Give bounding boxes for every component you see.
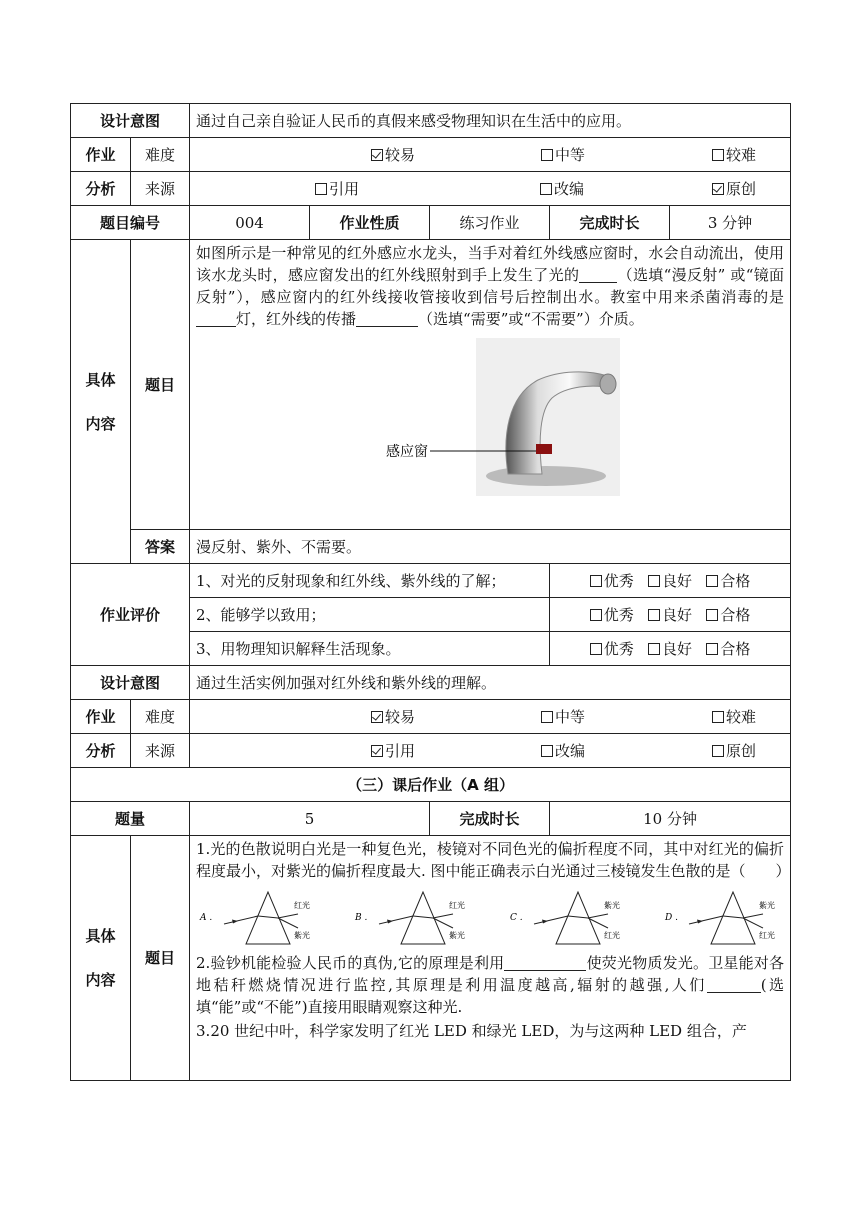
evaluation-label: 作业评价 <box>71 564 190 666</box>
question-cell <box>190 240 791 530</box>
rating-options-1 <box>550 564 791 598</box>
document-page <box>70 103 790 1081</box>
analysis-label-top: 作业 <box>71 138 131 172</box>
option-label: 中等 <box>555 707 586 726</box>
checkbox-checked-icon[interactable] <box>371 149 383 161</box>
prism-triangle <box>711 892 755 944</box>
option-hard[interactable] <box>585 706 756 728</box>
difficulty-options <box>190 700 791 734</box>
prism-triangle <box>556 892 600 944</box>
content-label-top: 具体 <box>85 927 116 945</box>
option-quote[interactable] <box>190 740 415 762</box>
question-label: 题目 <box>131 240 190 530</box>
lower-ray-label: 紫光 <box>294 931 311 940</box>
question-1-text: 1.光的色散说明白光是一种复色光，棱镜对不同色光的偏折程度不同，其中对红光的偏折程度最小，对紫光的偏折程度最大. 图中能正确表示白光通过三棱镜发生色散的是（ ） <box>196 840 791 880</box>
option-label: 引用 <box>385 741 416 760</box>
prism-option-b[interactable] <box>353 888 478 948</box>
incident-ray <box>689 916 723 924</box>
checkbox-empty-icon[interactable] <box>590 609 602 621</box>
q2-text-3: (选填“能”或“不能”)直接用眼睛观察这种光. <box>196 976 785 1016</box>
nature-value: 练习作业 <box>430 206 550 240</box>
answer-label: 答案 <box>131 530 190 564</box>
rating-good[interactable] <box>648 638 692 660</box>
question-text <box>190 240 790 332</box>
rating-good[interactable] <box>648 604 692 626</box>
rating-excellent[interactable] <box>590 570 634 592</box>
analysis-label-top: 作业 <box>71 700 131 734</box>
homework-title-row <box>71 768 791 802</box>
rating-label: 合格 <box>720 605 751 624</box>
source-options <box>190 734 791 768</box>
rating-pass[interactable] <box>706 570 750 592</box>
checkbox-empty-icon[interactable] <box>315 183 327 195</box>
rating-good[interactable] <box>648 570 692 592</box>
count-label: 题量 <box>71 802 190 836</box>
answer-row <box>71 530 791 564</box>
faucet-figure <box>360 336 620 498</box>
option-letter: B . <box>355 913 368 923</box>
option-label: 改编 <box>554 179 585 198</box>
prism-option-d[interactable] <box>663 888 788 948</box>
evaluation-item-1: 1、对光的反射现象和红外线、紫外线的了解； <box>190 564 550 598</box>
upper-ray <box>743 914 763 918</box>
difficulty-row-2 <box>71 700 791 734</box>
rating-excellent[interactable] <box>590 604 634 626</box>
checkbox-checked-icon[interactable] <box>712 183 724 195</box>
prism-option-a[interactable] <box>198 888 323 948</box>
option-original[interactable] <box>584 178 756 200</box>
incident-ray <box>379 916 413 924</box>
answer-blank[interactable] <box>579 267 617 283</box>
count-time-label: 完成时长 <box>430 802 550 836</box>
checkbox-empty-icon[interactable] <box>590 643 602 655</box>
analysis-label-bottom: 分析 <box>71 734 131 768</box>
content-label-top: 具体 <box>85 370 116 389</box>
option-quote[interactable] <box>190 178 359 200</box>
checkbox-empty-icon[interactable] <box>706 609 718 621</box>
rating-excellent[interactable] <box>590 638 634 660</box>
evaluation-item-3: 3、用物理知识解释生活现象。 <box>190 632 550 666</box>
rating-pass[interactable] <box>706 638 750 660</box>
rating-pass[interactable] <box>706 604 750 626</box>
source-row-2 <box>71 734 791 768</box>
question-row <box>71 240 791 530</box>
prism-triangle <box>246 892 290 944</box>
prism-triangle <box>401 892 445 944</box>
rating-label: 合格 <box>720 571 751 590</box>
rating-label: 合格 <box>720 639 751 658</box>
rating-options-2 <box>550 598 791 632</box>
sensor-window-label: 感应窗 <box>386 444 429 460</box>
question-text-3: 灯，红外线的传播 <box>236 310 357 328</box>
question-text-2: （选填“漫反射” 或“镜面反射”），感应窗内的红外线接收管接收到信号后控制出水。教室中用来杀菌消毒的是 <box>196 266 785 306</box>
arrow-icon <box>232 920 238 924</box>
difficulty-label: 难度 <box>131 138 190 172</box>
checkbox-checked-icon[interactable] <box>371 745 383 757</box>
prism-option-c[interactable] <box>508 888 633 948</box>
question-3-text: 3.20 世纪中叶，科学家发明了红光 LED 和绿光 LED，为与这两种 LED 组合，产 <box>196 1022 747 1040</box>
answer-blank[interactable] <box>504 955 586 971</box>
number-label: 题目编号 <box>71 206 190 240</box>
count-row <box>71 802 791 836</box>
lower-ray-label: 紫光 <box>449 931 466 940</box>
incident-ray <box>224 916 258 924</box>
inner-ray <box>723 916 743 918</box>
answer-blank[interactable] <box>707 977 761 993</box>
prism-options <box>190 884 790 950</box>
checkbox-empty-icon[interactable] <box>541 149 553 161</box>
content-label <box>71 240 131 564</box>
difficulty-options <box>190 138 791 172</box>
source-label: 来源 <box>131 734 190 768</box>
option-letter: A . <box>200 913 213 923</box>
rating-options-3 <box>550 632 791 666</box>
answer-text: 漫反射、紫外、不需要。 <box>190 530 791 564</box>
meta-row <box>71 206 791 240</box>
content-label-2 <box>71 836 131 1081</box>
checkbox-empty-icon[interactable] <box>541 711 553 723</box>
checkbox-empty-icon[interactable] <box>648 609 660 621</box>
design-intent-text: 通过自己亲自验证人民币的真假来感受物理知识在生活中的应用。 <box>190 104 791 138</box>
question-text-4: （选填“需要”或“不需要”）介质。 <box>418 310 644 328</box>
design-intent-row <box>71 104 791 138</box>
question-cell-2 <box>190 836 791 1081</box>
inner-ray <box>568 916 588 918</box>
checkbox-checked-icon[interactable] <box>371 711 383 723</box>
option-label: 改编 <box>555 741 586 760</box>
upper-ray-label: 紫光 <box>604 901 621 910</box>
source-label: 来源 <box>131 172 190 206</box>
upper-ray <box>433 914 453 918</box>
option-easy[interactable] <box>190 144 415 166</box>
checkbox-empty-icon[interactable] <box>706 575 718 587</box>
option-label: 较易 <box>385 707 416 726</box>
faucet-spout <box>600 374 616 394</box>
content-label-bottom: 内容 <box>85 414 116 433</box>
checkbox-empty-icon[interactable] <box>648 575 660 587</box>
option-easy[interactable] <box>190 706 415 728</box>
option-label: 原创 <box>726 741 757 760</box>
lower-ray-label: 红光 <box>759 931 776 940</box>
count-value: 5 <box>190 802 430 836</box>
checkbox-empty-icon[interactable] <box>712 149 724 161</box>
question-label-2: 题目 <box>131 836 190 1081</box>
difficulty-row <box>71 138 791 172</box>
option-label: 引用 <box>329 179 360 198</box>
source-options <box>190 172 791 206</box>
answer-blank[interactable] <box>196 311 236 327</box>
checkbox-empty-icon[interactable] <box>590 575 602 587</box>
inner-ray <box>413 916 433 918</box>
faucet-base <box>486 466 606 486</box>
rating-label: 优秀 <box>603 605 634 624</box>
checkbox-empty-icon[interactable] <box>541 745 553 757</box>
rating-label: 优秀 <box>603 571 634 590</box>
checkbox-empty-icon[interactable] <box>706 643 718 655</box>
checkbox-empty-icon[interactable] <box>540 183 552 195</box>
design-intent-row-2 <box>71 666 791 700</box>
question-2-text <box>190 950 790 1020</box>
upper-ray-label: 红光 <box>449 901 466 910</box>
option-label: 原创 <box>726 179 757 198</box>
count-time-value: 10 分钟 <box>550 802 791 836</box>
nature-label: 作业性质 <box>310 206 430 240</box>
option-label: 较难 <box>726 145 757 164</box>
upper-ray <box>278 914 298 918</box>
upper-ray-label: 紫光 <box>759 901 776 910</box>
design-intent-text: 通过生活实例加强对红外线和紫外线的理解。 <box>190 666 791 700</box>
design-intent-label: 设计意图 <box>71 104 190 138</box>
time-label: 完成时长 <box>550 206 670 240</box>
lower-ray-label: 红光 <box>604 931 621 940</box>
content-label-bottom: 内容 <box>85 971 116 989</box>
inner-ray <box>258 916 278 918</box>
rating-label: 良好 <box>662 605 693 624</box>
analysis-label-bottom: 分析 <box>71 172 131 206</box>
design-intent-label: 设计意图 <box>71 666 190 700</box>
evaluation-row-1 <box>71 564 791 598</box>
option-adapt[interactable] <box>359 178 584 200</box>
option-label: 较易 <box>385 145 416 164</box>
sensor-window <box>536 444 552 454</box>
number-value: 004 <box>190 206 310 240</box>
option-label: 较难 <box>726 707 757 726</box>
upper-ray-label: 红光 <box>294 901 311 910</box>
rating-label: 良好 <box>662 571 693 590</box>
time-value: 3 分钟 <box>670 206 791 240</box>
option-hard[interactable] <box>585 144 756 166</box>
arrow-icon <box>697 920 703 924</box>
rating-label: 良好 <box>662 639 693 658</box>
question-text-1: 如图所示是一种常见的红外感应水龙头，当手对着红外线感应窗时，水会自动流出，使用该水龙头时，感应窗发出的红外线照射到手上发生了光的 <box>196 244 785 284</box>
checkbox-empty-icon[interactable] <box>712 745 724 757</box>
source-row <box>71 172 791 206</box>
question-row-2 <box>71 836 791 1081</box>
q2-text-1: 2.验钞机能检验人民币的真伪,它的原理是利用 <box>196 954 505 972</box>
option-medium[interactable] <box>415 144 585 166</box>
q2-text-2: 使荧光物质发光。卫星能对各地秸秆燃烧情况进行监控,其原理是利用温度越高,辐射的越强,人们 <box>196 954 785 994</box>
checkbox-empty-icon[interactable] <box>712 711 724 723</box>
option-letter: C . <box>510 913 523 923</box>
option-label: 中等 <box>555 145 586 164</box>
option-medium[interactable] <box>415 706 585 728</box>
arrow-icon <box>387 920 393 924</box>
rating-label: 优秀 <box>603 639 634 658</box>
option-original[interactable] <box>585 740 756 762</box>
incident-ray <box>534 916 568 924</box>
difficulty-label: 难度 <box>131 700 190 734</box>
answer-blank[interactable] <box>356 311 418 327</box>
option-adapt[interactable] <box>415 740 585 762</box>
option-letter: D . <box>665 913 678 923</box>
evaluation-item-2: 2、能够学以致用； <box>190 598 550 632</box>
arrow-icon <box>542 920 548 924</box>
checkbox-empty-icon[interactable] <box>648 643 660 655</box>
upper-ray <box>588 914 608 918</box>
homework-title: （三）课后作业（A 组） <box>71 768 791 802</box>
homework-table <box>70 103 791 1081</box>
